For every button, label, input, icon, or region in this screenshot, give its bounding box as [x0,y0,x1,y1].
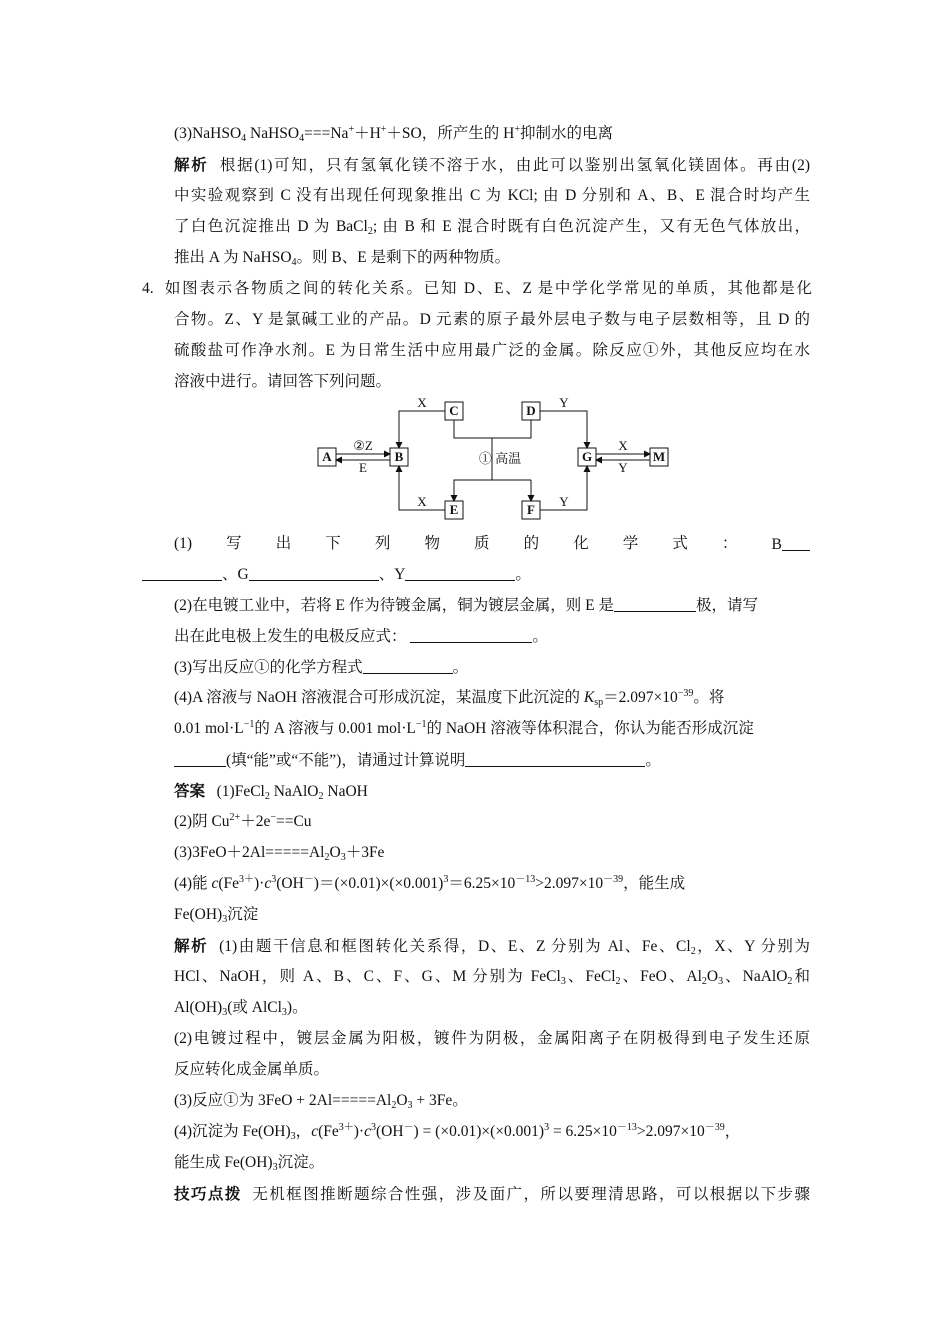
text: 出 [275,535,292,552]
sub: 3 [718,976,724,987]
sup: －39 [603,874,624,885]
label-y-bottom: Y [559,494,569,509]
text: 。将 [693,689,725,706]
text: ，能生成 [623,875,686,892]
text: ; 由 B 和 E 混合时既有白色沉淀产生，又有无色气体放出， [372,218,810,235]
answer-4-line-1 [174,874,810,894]
text: O [706,968,719,985]
text: 如图表示各物质之间的转化关系。已知 D、E、Z 是中学化学常见的单质，其他都是化 [164,280,812,297]
question-4-line-2 [174,310,810,330]
text: ， [295,1123,312,1140]
analysis2-line-6 [174,1091,810,1111]
blank-equation[interactable] [363,657,453,674]
text: c [364,1123,371,1140]
text: 了白色沉淀推出 D 为 BaCl [174,218,368,235]
text: 。 [515,566,531,583]
answer-3 [174,843,810,863]
sup: 3 [544,1122,550,1133]
text: 根据(1)可知，只有氢氧化镁不溶于水，由此可以鉴别出氢氧化镁固体。再由(2) [219,157,811,174]
sup: －13 [616,1122,637,1133]
text: 质 [474,535,490,552]
text: (1) [174,535,193,552]
text: 抑制水的电离 [519,125,613,142]
text: 合物。Z、Y 是氯碱工业的产品。D 元素的原子最外层电子数与电子层数相等，且 D 的 [174,311,810,328]
text: 能生成 Fe(OH) [174,1154,273,1171]
text: 0.01 mol·L [174,720,244,737]
text: Al(OH) [174,999,223,1016]
text: 、Y [378,566,406,583]
text: 。则 B、E 是剩下的两种物质。 [296,249,511,266]
text: >2.097×10 [535,875,604,892]
text: B [771,536,782,553]
sub: 4 [291,257,297,268]
analysis2-line-8 [174,1153,810,1173]
blank-calculation[interactable] [465,750,645,767]
text: 、FeO、Al [620,968,702,985]
text: (1)由题干信息和框图转化关系得，D、E、Z 分别为 Al、Fe、Cl [219,938,691,955]
text: (Fe [218,875,240,892]
label-e: E [359,460,367,475]
label-x-bottom: X [417,494,427,509]
sup: − [270,812,276,823]
label-reaction-1: ① 高温 [478,451,522,466]
blank-electrode-reaction[interactable] [410,626,532,643]
sub: 3 [560,976,566,987]
sup: + [380,124,387,135]
text: 的 A 溶液与 0.001 mol·L [254,720,416,737]
sup: −39 [677,688,694,699]
sup: 3 [370,1122,376,1133]
sub: 3 [281,1007,287,1018]
sub-question-1-line-2 [142,564,778,585]
sub-question-4-line-1 [174,688,810,708]
text: 物 [424,535,440,552]
sup: － [403,1122,414,1133]
box-e: E [449,502,459,517]
text: (1)FeCl [216,783,265,800]
analysis2-line-3 [174,998,810,1018]
text: K [583,689,595,706]
text: (3)NaHSO [174,125,242,142]
text: ＋SO，所产生的 H [386,125,515,142]
sub: 3 [290,1131,296,1142]
sup: 2+ [229,812,241,823]
box-f: F [527,502,535,517]
text: ==Cu [275,813,312,830]
sub: 4 [299,133,305,144]
text: 、G [222,566,249,583]
text: (4)A 溶液与 NaOH 溶液混合可形成沉淀，某温度下此沉淀的 [174,689,584,706]
question-4-line-3 [174,341,810,361]
text: (填“能”或“不能”)，请通过计算说明 [226,752,466,769]
sub: 2 [324,852,330,863]
text: (4)沉淀为 Fe(OH) [174,1123,291,1140]
text: + 3Fe。 [412,1092,468,1109]
box-c: C [449,403,459,418]
sub: 3 [222,914,228,925]
text: 。 [532,628,548,645]
text: Fe(OH) [174,906,223,923]
answer-line-3 [174,124,810,144]
analysis-line-2 [174,186,810,206]
text: 的 [523,535,540,552]
sub: 2 [701,976,707,987]
text: 反应转化成金属单质。 [174,1061,330,1078]
box-d: D [526,403,536,418]
label-y-right: Y [618,460,628,475]
text: 学 [622,535,639,552]
analysis2-line-7 [174,1122,810,1142]
sub: 2 [615,976,621,987]
text: (3)写出反应①的化学方程式 [174,659,363,676]
text: ＝6.25×10 [448,875,516,892]
box-a: A [322,449,332,464]
blank-electrode[interactable] [614,595,696,612]
text: 。 [645,752,661,769]
text: )· [254,875,265,892]
text: 中实验观察到 C 没有出现任何现象推出 C 为 KCl; 由 D 分别和 A、B、E 混合时均产生 [174,187,810,204]
label-x-right: X [618,438,628,453]
text: (3)反应①为 3FeO + 2Al=====Al [174,1092,392,1109]
sub: 3 [407,1100,413,1111]
text: ===Na [304,125,349,142]
sup: 3＋ [239,874,255,885]
sub: 2 [787,976,793,987]
text: (2)在电镀工业中，若将 E 作为待镀金属，铜为镀层金属，则 E 是 [174,597,615,614]
sup: － [303,874,314,885]
tip-label: 技巧点拨 [174,1185,242,1203]
text: )· [353,1123,365,1140]
blank-can-or-cannot[interactable] [174,750,226,767]
sup: －13 [515,874,536,885]
blank-y[interactable] [405,564,515,581]
text: NaAlO [269,783,319,800]
answer-1 [174,781,810,802]
analysis-label: 解析 [174,937,209,955]
sub: 3 [272,1162,278,1173]
text: 列 [374,535,391,552]
reaction-1-top [454,420,531,438]
sub: 2 [367,226,373,237]
box-b: B [394,449,404,464]
analysis-line-1 [174,155,810,176]
sup: −1 [243,719,255,730]
text: (4)能 [174,875,212,892]
sup: 3 [271,874,277,885]
text: 。 [452,659,469,676]
text: HCl、NaOH，则 A、B、C、F、G、M 分别为 FeCl [174,968,561,985]
text: (2)电镀过程中，镀层金属为阳极，镀件为阴极，金属阳离子在阴极得到电子发生还原 [174,1030,810,1047]
sub: 4 [241,133,247,144]
text: ＋3Fe [345,844,385,861]
text: ＋2e [240,813,271,830]
label-x-top: X [417,395,427,410]
analysis2-line-5 [174,1060,810,1080]
analysis2-line-2 [174,967,810,987]
text: NaHSO [246,125,300,142]
text: (2)阴 Cu [174,813,230,830]
sub: 2 [690,946,696,957]
text: = 6.25×10 [549,1123,617,1140]
text: 式 [672,535,688,552]
sub-question-4-line-2 [174,719,810,739]
text: 、FeCl [565,968,616,985]
text: >2.097×10 [636,1123,705,1140]
blank-b-cont[interactable] [142,564,222,581]
sup: + [348,124,355,135]
text: 写 [226,535,242,552]
text: 沉淀 [227,906,259,923]
analysis-line-3 [174,217,810,237]
text: (OH [276,875,304,892]
text: 溶液中进行。请回答下列问题。 [174,373,392,390]
box-g: G [581,449,593,464]
answer-2 [174,812,810,832]
text: 无机框图推断题综合性强，涉及面广，所以要理清思路，可以根据以下步骤 [252,1186,810,1203]
sub: 2 [391,1100,397,1111]
text: )。 [286,999,308,1016]
arrow-c-b [399,411,445,448]
reaction-1-bottom [454,480,531,501]
text: c [264,875,272,892]
blank-b[interactable] [782,534,810,551]
analysis2-line-1 [174,936,810,957]
sub-question-2-line-2 [174,626,810,647]
text: )＝(×0.01)×(×0.001) [313,875,444,892]
text: ： [721,535,738,552]
text: 推出 A 为 NaHSO [174,249,292,266]
sub: sp [594,697,604,708]
question-4-line-1 [142,279,812,299]
sup: −1 [415,719,427,730]
text: 的 NaOH 溶液等体积混合，你认为能否形成沉淀 [426,720,754,737]
sub: 2 [318,791,324,802]
question-4-line-4 [174,372,810,392]
text: ，X、Y 分别为 [695,938,811,955]
text: (3)3FeO＋2Al=====Al [174,844,325,861]
text: O [329,844,341,861]
label-y-top: Y [559,395,569,410]
text: ， [724,1123,741,1140]
text: 化 [573,535,589,552]
text: ＋H [354,125,381,142]
blank-g[interactable] [249,564,379,581]
text: ) = (×0.01)×(×0.001) [413,1123,545,1140]
text: (Fe [318,1123,339,1140]
question-number: 4. [142,280,154,297]
answer-label: 答案 [174,782,206,800]
text: O [396,1092,408,1109]
text: 沉淀。 [277,1154,325,1171]
sup: 3 [443,874,449,885]
analysis2-line-4 [174,1029,810,1049]
text: c [211,875,219,892]
text: 下 [325,535,341,552]
text: 出在此电极上发生的电极反应式： [174,628,407,645]
sub: 3 [340,852,346,863]
conversion-diagram [300,392,680,527]
sub-question-4-line-3 [174,750,810,771]
text: (或 AlCl [227,999,282,1016]
tip-line [174,1184,810,1205]
label-z: ②Z [353,438,373,453]
text: c [311,1123,319,1140]
text: (OH [375,1123,404,1140]
text: 硫酸盐可作净水剂。E 为日常生活中应用最广泛的金属。除反应①外，其他反应均在水 [174,342,810,359]
arrow-d-g [540,411,587,448]
sup: －39 [704,1122,725,1133]
text: 极，请写 [696,597,759,614]
sub-question-1-line-1 [174,534,810,555]
sup: 3＋ [338,1122,354,1133]
sub: 2 [264,791,270,802]
text: ＝2.097×10 [603,689,678,706]
text: NaOH [323,783,368,800]
sub: 3 [222,1007,228,1018]
analysis-line-4 [174,248,810,268]
answer-4-line-2 [174,905,810,925]
text: 、NaAlO [723,968,788,985]
sub-question-2-line-1 [174,595,810,616]
analysis-label: 解析 [174,156,209,174]
box-m: M [652,449,666,464]
sub-question-3 [174,657,810,678]
sup: + [514,124,520,135]
text: 和 [792,968,810,985]
